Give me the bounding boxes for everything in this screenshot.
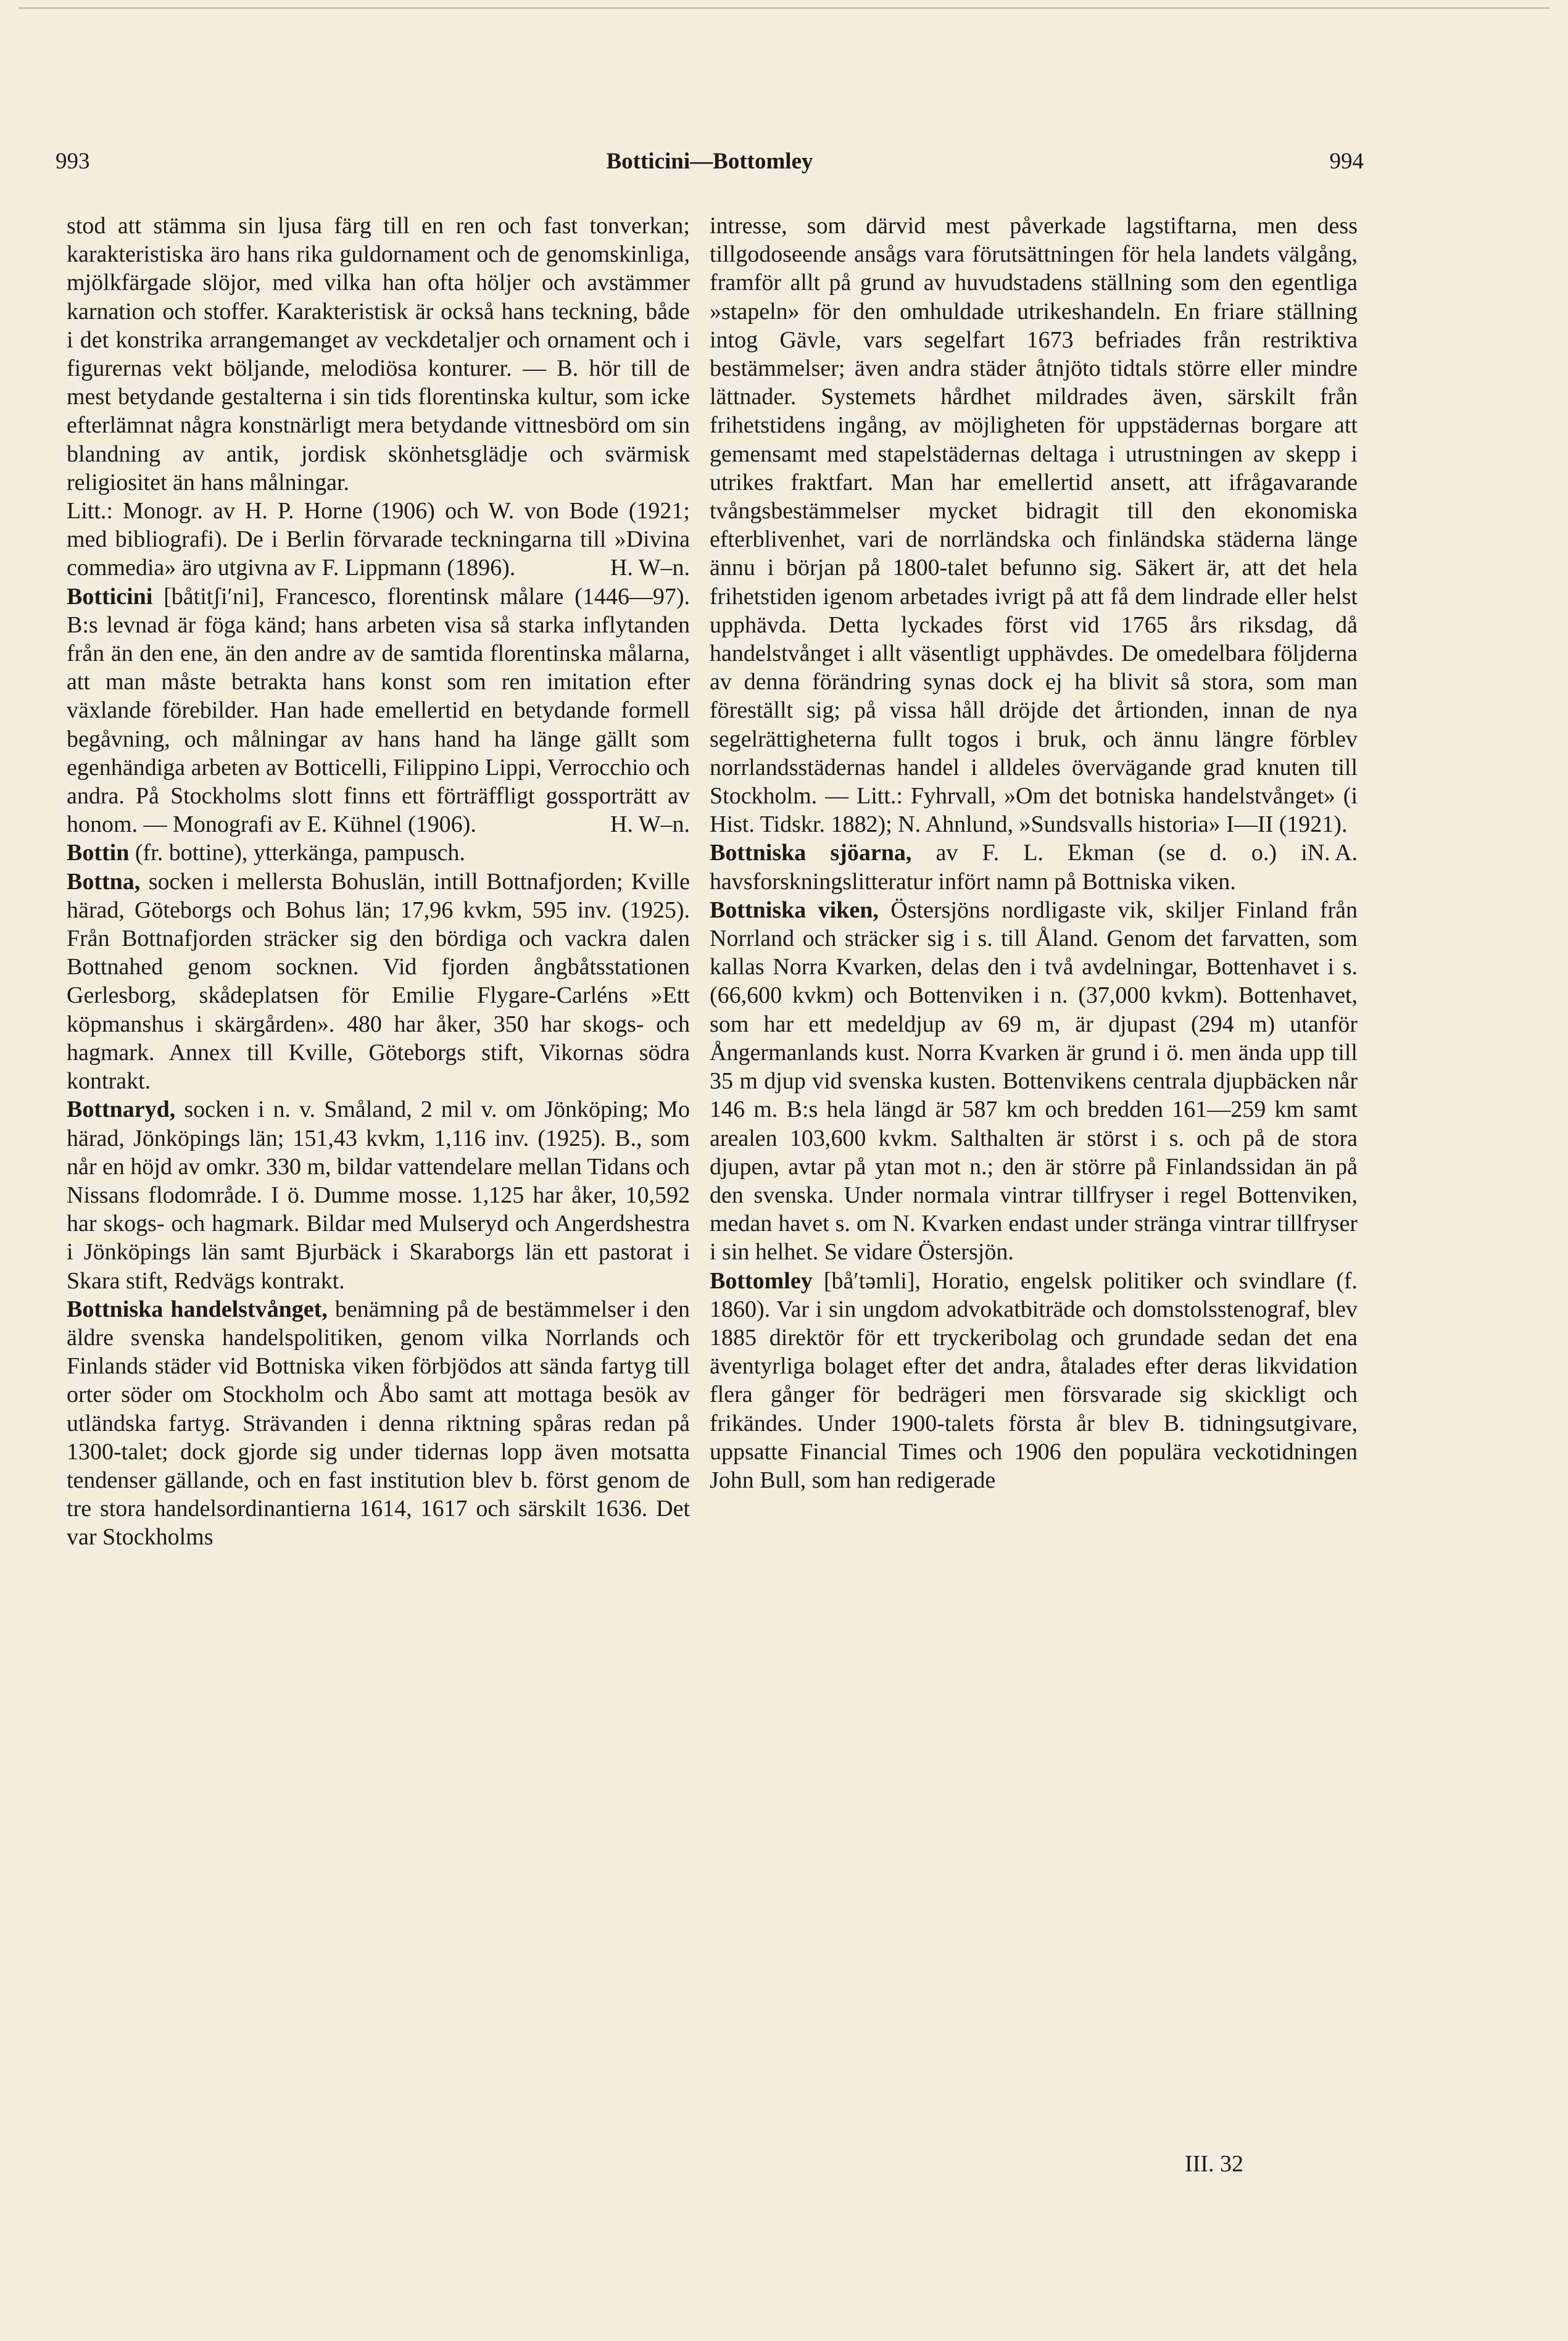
left-column <box>67 212 690 1552</box>
headword: Bottomley <box>710 1267 813 1294</box>
entry-bottomley <box>710 1267 1358 1495</box>
entry-botticini <box>67 582 690 839</box>
headword: Bottniska sjöarna, <box>710 840 912 866</box>
entry-bottna <box>67 868 690 1096</box>
entry-text: intresse, som därvid mest påverkade lagstiftarna, men dess tillgodoseende ansågs vara förutsättningen för hela landets välgång, framför allt på grund av huvudstadens ställning som den egentliga »stapeln» för den omhuldade utrikeshandeln. En friare ställning intog Gävle, vars segelfart 1673 befriades från restriktiva bestämmelser; även andra städer åtnjöto tidtals större eller mindre lättnader. Systemets hårdhet mildrades även, särskilt från frihetstidens ingång, av möjligheten för uppstädernas borgare att gemensamt med stapelstädernas deltaga i utrustningen av skepp i utrikes fraktfart. Man har emellertid ansett, att ifrågavarande tvångsbestämmelser mycket bidragit till den ekonomiska efterblivenhet, vari de norrländska och finländska städerna länge ännu i början på 1800-talet befunno sig. Säkert är, att det hela frihetstiden igenom arbetades ivrigt på att få dem lindrade eller helst upphävda. Detta lyckades först vid 1765 års riksdag, då handelstvånget i allt väsentligt upphävdes. De omedelbara följderna av denna förändring synas dock ej ha blivit så stora, som man föreställt sig; på vissa håll dröjde det årtionden, innan de nya segelrättigheterna fullt togos i bruk, och ännu längre förblev norrlandsstädernas handel i alldeles övervägande grad knuten till Stockholm. — Litt.: Fyhrvall, »Om det botniska handelstvånget» (i Hist. Tidskr. 1882); N. Ahnlund, »Sundsvalls historia» I—II (1921). <box>710 213 1358 838</box>
botticelli-continuation: stod att stämma sin ljusa färg till en ren och fast tonverkan; karakteristiska äro hans rika guldornament och de genomskinliga, mjölkfärgade slöjor, med vilka han ofta höljer och avstämmer karnation och stoffer. Karakteristisk är också hans teckning, både i det konstrika arrangemanget av veckdetaljer och ornament och i figurernas vekt böljande, melodiösa konturer. — B. hör till de mest betydande gestalterna i sin tids florentinska kultur, som icke efterlämnat några konstnärligt mera betydande vittnesbörd om sin blandning av antik, jordisk skönhetsglädje och svärmisk religiositet än hans målningar. <box>67 213 690 495</box>
author-signature: H. W–n. <box>610 811 690 838</box>
entry-text: socken i mellersta Bohuslän, intill Bottnafjorden; Kville härad, Göteborgs och Bohus län; 17,96 kvkm, 595 inv. (1925). Från Bottnafjorden sträcker sig den bördiga och vackra dalen Bottnahed genom socknen. Vid fjorden ångbåtsstationen Gerlesborg, skådeplatsen för Emilie Flygare-Carléns »Ett köpmanshus i skärgården». 480 har åker, 350 har skogs- och hagmark. Annex till Kville, Göteborgs stift, Vikornas södra kontrakt. <box>67 868 691 1095</box>
headword: Botticini <box>67 583 153 610</box>
headword: Bottin <box>67 840 130 866</box>
entry-text: [bå′təmli], Horatio, engelsk politiker och svindlare (f. 1860). Var i sin ungdom advokatbiträde och domstolsstenograf, blev 1885 direktör för ett tryckeribolag och grundade sedan det ena äventyrliga bolaget efter det andra, åtalades efter deras likvidation flera gånger för bedrägeri men försvarade sig skickligt och frikändes. Under 1900-talets första år blev B. tidningsutgivare, uppsatte Financial Times och 1906 den populära veckotidningen John Bull, som han redigerade <box>710 1267 1358 1493</box>
headword: Bottniska handelstvånget, <box>67 1296 328 1322</box>
page-header <box>56 148 1364 185</box>
running-title: Botticini—Bottomley <box>606 149 813 174</box>
signature-mark: III. 32 <box>1185 2151 1243 2177</box>
page-number-right: 994 <box>1329 149 1364 174</box>
botticelli-literature-text: Litt.: Monogr. av H. P. Horne (1906) och W. von Bode (1921; med bibliografi). De i Berlin förvarade teckningarna till »Divina commedia» äro utgivna av F. Lippmann (1896). <box>67 498 690 581</box>
entry-bottniska-sjoarna <box>710 839 1358 895</box>
page-number-left: 993 <box>56 149 90 174</box>
entry-text: benämning på de bestämmelser i den äldre svenska handelspolitiken, genom vilka Norrlands och Finlands städer vid Bottniska viken förbjödos att sända fartyg till orter söder om Stockholm och Åbo samt att mottaga besök av utländska fartyg. Strävanden i denna riktning spåras redan på 1300-talet; dock gjorde sig under tidernas lopp även motsatta tendenser gällande, och en fast institution blev b. först genom de tre stora handelsordinantierna 1614, 1617 och särskilt 1636. Det var Stockholms <box>67 1296 690 1551</box>
entry-bottin <box>67 839 690 867</box>
entry-text: Östersjöns nordligaste vik, skiljer Finland från Norrland och sträcker sig i s. till Åland. Genom det farvatten, som kallas Norra Kvarken, delas den i två avdelningar, Bottenhavet i s. (66,600 kvkm) och Bottenviken i n. (37,000 kvkm). Bottenhavet, som har ett medeldjup av 69 m, är djupast (294 m) utanför Ångermanlands kust. Norra Kvarken är grund i ö. men ända upp till 35 m djup vid svenska kusten. Bottenvikens centrala djupbäcken når 146 m. B:s hela längd är 587 km och bredden 161—259 km samt arealen 103,600 kvkm. Salthalten är störst i s. och på de stora djupen, avtar på ytan mot n.; den är större på Finlandssidan än på den svenska. Under normala vintrar tillfryser i regel Bottenviken, medan havet s. om N. Kvarken endast under stränga vintrar tillfryser i sin helhet. Se vidare Östersjön. <box>710 897 1358 1266</box>
entry-text: [båtitʃi′ni], Francesco, florentinsk målare (1446—97). B:s levnad är föga känd; hans arbeten visa så starka inflytanden från än den ene, än den andre av de samtida florentinska målarna, att man måste betrakta hans konst som ren imitation efter växlande förebilder. Han hade emellertid en betydande formell begåvning, och målningar av hans hand ha länge gällt som egenhändiga arbeten av Botticelli, Filippino Lippi, Verrocchio och andra. På Stockholms slott finns ett förträffligt gossporträtt av honom. — Monografi av E. Kühnel (1906). <box>67 583 690 838</box>
entry-text: (fr. bottine), ytterkänga, pampusch. <box>135 840 465 866</box>
entry-bottniska-viken <box>710 896 1358 1267</box>
headword: Bottnaryd, <box>67 1096 176 1123</box>
right-column <box>710 212 1358 1494</box>
author-signature: N. A. <box>1307 840 1358 866</box>
entry-text: av F. L. Ekman (se d. o.) i havsforskningslitteratur infört namn på Bottniska viken. <box>710 840 1308 895</box>
top-rule <box>19 7 1549 9</box>
headword: Bottniska viken, <box>710 897 879 923</box>
entry-bottniska-handelstvanget <box>67 1295 690 1552</box>
author-signature: H. W–n. <box>610 555 690 581</box>
entry-text: socken i n. v. Småland, 2 mil v. om Jönköping; Mo härad, Jönköpings län; 151,43 kvkm, 1,116 inv. (1925). B., som når en höjd av omkr. 330 m, bildar vattendelare mellan Tidans och Nissans flodområde. I ö. Dumme mosse. 1,125 har åker, 10,592 har skogs- och hagmark. Bildar med Mulseryd och Angerdshestra i Jönköpings län samt Bjurbäck i Skaraborgs län ett pastorat i Skara stift, Redvägs kontrakt. <box>67 1096 691 1294</box>
entry-bottnaryd <box>67 1095 690 1295</box>
botticelli-literature <box>67 497 690 582</box>
headword: Bottna, <box>67 868 141 895</box>
